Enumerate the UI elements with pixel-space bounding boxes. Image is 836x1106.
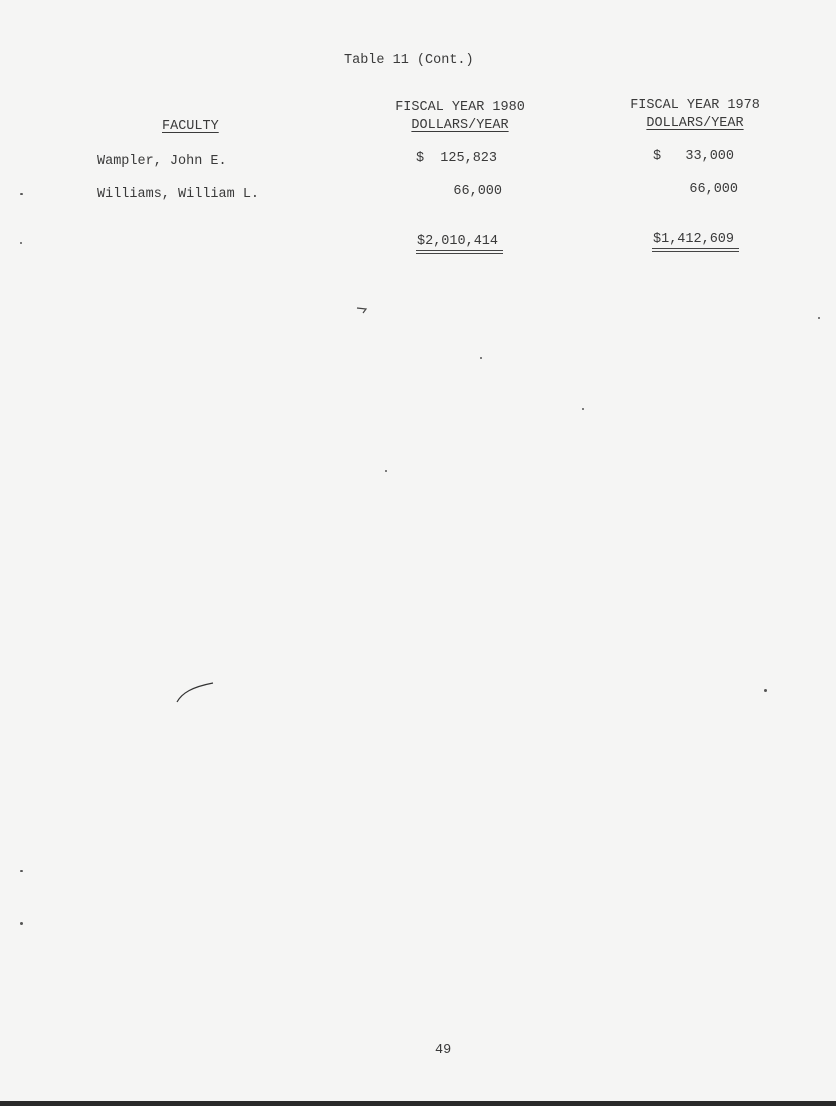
scan-bottom-edge	[0, 1101, 836, 1106]
fy1980-total: $2,010,414	[417, 234, 499, 249]
faculty-header: FACULTY	[162, 119, 219, 134]
scan-speck	[20, 922, 23, 925]
scan-speck	[385, 470, 387, 472]
fy1978-header-line2: DOLLARS/YEAR	[646, 116, 744, 131]
fy1980-value: 66,000	[453, 184, 502, 199]
scan-speck	[20, 242, 22, 244]
pen-stroke-mark	[170, 675, 220, 710]
fy1980-header-line2: DOLLARS/YEAR	[411, 118, 509, 133]
fy1978-total: $1,412,609	[653, 232, 735, 247]
fy1980-header-line1: FISCAL YEAR 1980	[395, 100, 525, 115]
fy1978-value: 66,000	[689, 182, 738, 197]
scan-speck	[764, 689, 767, 692]
faculty-name: Williams, William L.	[97, 187, 260, 202]
scan-speck	[20, 193, 23, 195]
fy1978-header-line1: FISCAL YEAR 1978	[630, 98, 760, 113]
scan-speck	[582, 408, 584, 410]
scan-speck	[480, 357, 482, 359]
small-tick-mark	[356, 305, 370, 315]
fy1980-value: $ 125,823	[416, 151, 498, 166]
fy1978-value: $ 33,000	[653, 149, 735, 164]
fy1980-total-double-underline	[416, 250, 503, 254]
fy1978-total-double-underline	[652, 248, 739, 252]
faculty-name: Wampler, John E.	[97, 154, 227, 169]
page-number: 49	[435, 1043, 452, 1058]
table-title: Table 11 (Cont.)	[344, 53, 474, 68]
scan-speck	[818, 317, 820, 319]
scan-speck	[20, 870, 23, 872]
